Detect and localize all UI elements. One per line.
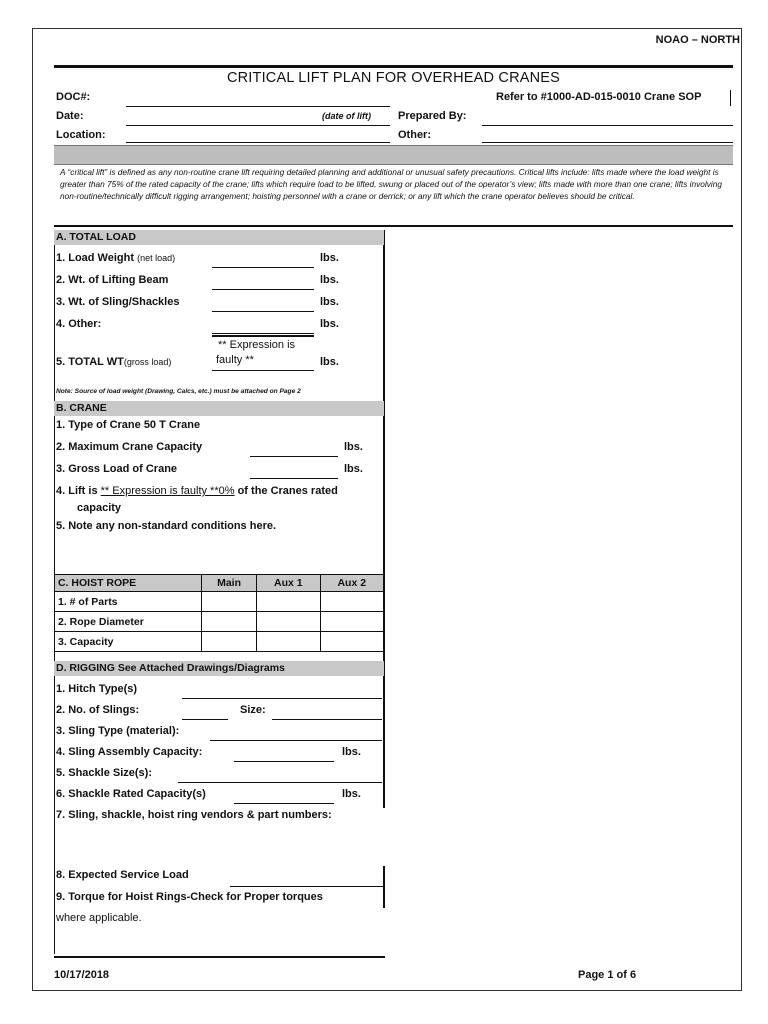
sling-type-field[interactable] xyxy=(210,740,382,741)
slings-count-field[interactable] xyxy=(182,719,228,720)
total-weight-label: 5. TOTAL WT xyxy=(56,356,124,368)
lift-plan-table xyxy=(54,230,384,954)
lift-percent-row xyxy=(56,485,338,497)
top-rule xyxy=(54,65,733,68)
expression-error-line2: faulty ** xyxy=(216,354,254,366)
prepared-by-label: Prepared By: xyxy=(398,110,467,122)
shackle-capacity-unit: lbs. xyxy=(342,788,361,800)
other-field[interactable] xyxy=(482,142,733,143)
divider xyxy=(730,90,731,106)
shackle-size-field[interactable] xyxy=(178,782,382,783)
max-capacity-unit: lbs. xyxy=(344,441,363,453)
sop-reference: Refer to #1000-AD-015-0010 Crane SOP xyxy=(496,91,702,103)
gross-load-field[interactable] xyxy=(250,478,338,479)
sling-size-label: Size: xyxy=(240,704,266,716)
total-weight-row xyxy=(56,356,171,368)
col-aux2: Aux 2 xyxy=(320,575,383,592)
date-field[interactable] xyxy=(126,125,390,126)
section-rule xyxy=(54,225,733,227)
sling-assembly-label: 4. Sling Assembly Capacity: xyxy=(56,746,203,758)
table-right-border xyxy=(383,230,385,808)
gray-separator xyxy=(54,145,733,165)
hitch-type-field[interactable] xyxy=(182,698,382,699)
lifting-beam-label: 2. Wt. of Lifting Beam xyxy=(56,274,169,286)
other-weight-unit: lbs. xyxy=(320,318,339,330)
diameter-aux2-cell[interactable] xyxy=(320,612,383,632)
load-weight-row xyxy=(56,252,175,264)
col-main: Main xyxy=(202,575,257,592)
non-standard-conditions: 5. Note any non-standard conditions here. xyxy=(56,520,277,532)
sling-assembly-field[interactable] xyxy=(234,761,334,762)
shackle-size-label: 5. Shackle Size(s): xyxy=(56,767,152,779)
load-source-note: Note: Source of load weight (Drawing, Calcs, etc.) must be attached on Page 2 xyxy=(56,388,301,395)
date-hint: (date of lift) xyxy=(322,111,371,121)
shackle-capacity-label: 6. Shackle Rated Capacity(s) xyxy=(56,788,206,800)
lifting-beam-unit: lbs. xyxy=(320,274,339,286)
page-number: Page 1 of 6 xyxy=(578,969,637,981)
total-weight-field[interactable] xyxy=(212,370,314,371)
gross-load-label: 3. Gross Load of Crane xyxy=(56,463,178,475)
vendors-label: 7. Sling, shackle, hoist ring vendors & part numbers: xyxy=(56,809,332,821)
sling-shackles-field[interactable] xyxy=(212,311,314,312)
capacity-aux2-cell[interactable] xyxy=(320,632,383,652)
parts-label: 1. # of Parts xyxy=(55,592,202,612)
sling-assembly-unit: lbs. xyxy=(342,746,361,758)
rope-capacity-label: 3. Capacity xyxy=(55,632,202,652)
section-crane: B. CRANE xyxy=(54,401,384,416)
sum-rule xyxy=(212,335,314,337)
crane-type: 1. Type of Crane 50 T Crane xyxy=(56,419,201,431)
service-load-label: 8. Expected Service Load xyxy=(56,869,189,881)
footer-date: 10/17/2018 xyxy=(54,969,110,981)
location-field[interactable] xyxy=(126,142,390,143)
sling-size-field[interactable] xyxy=(272,719,382,720)
doc-field[interactable] xyxy=(126,106,390,107)
net-load-hint: (net load) xyxy=(137,253,176,263)
capacity-main-cell[interactable] xyxy=(202,632,257,652)
torque-note: where applicable. xyxy=(56,912,142,924)
sling-shackles-unit: lbs. xyxy=(320,296,339,308)
rope-diameter-label: 2. Rope Diameter xyxy=(55,612,202,632)
sling-type-label: 3. Sling Type (material): xyxy=(56,725,180,737)
lift-percent-value: ** Expression is faulty **0% xyxy=(100,485,235,497)
section-hoist-rope: C. HOIST ROPE xyxy=(55,575,202,592)
critical-lift-definition: A “critical lift” is defined as any non-routine crane lift requiring detailed planning and additional or unusual safety precautions. Critical lifts include: lifts made where the load weight is greater than 75% of the rated capacity of the crane; lifts which require load to be lifted, swung or placed out of the operator’s view; lifts made with more than one crane; lifts involving non-routine/technically difficult rigging arrangement; hoisting personnel with a crane or derrick; or any lift which the crane operator believes should be critical. xyxy=(60,167,722,202)
load-weight-label: 1. Load Weight xyxy=(56,252,135,264)
table-right-border-lower xyxy=(383,866,385,908)
sling-shackles-label: 3. Wt. of Sling/Shackles xyxy=(56,296,180,308)
doc-label: DOC#: xyxy=(56,91,91,103)
rated-capacity-text: of the Cranes rated xyxy=(234,485,338,497)
max-capacity-label: 2. Maximum Crane Capacity xyxy=(56,441,203,453)
prepared-by-field[interactable] xyxy=(482,125,733,126)
diameter-aux1-cell[interactable] xyxy=(257,612,320,632)
location-label: Location: xyxy=(56,129,106,141)
max-capacity-field[interactable] xyxy=(250,456,338,457)
other-weight-label: 4. Other: xyxy=(56,318,102,330)
capacity-word: capacity xyxy=(77,502,122,514)
load-weight-unit: lbs. xyxy=(320,252,339,264)
service-load-field[interactable] xyxy=(230,886,384,887)
total-weight-unit: lbs. xyxy=(320,356,339,368)
other-label: Other: xyxy=(398,129,431,141)
parts-aux1-cell[interactable] xyxy=(257,592,320,612)
lifting-beam-field[interactable] xyxy=(212,289,314,290)
lift-is-label: 4. Lift is xyxy=(56,485,101,497)
form-title: CRITICAL LIFT PLAN FOR OVERHEAD CRANES xyxy=(226,70,561,86)
col-aux1: Aux 1 xyxy=(257,575,320,592)
diameter-main-cell[interactable] xyxy=(202,612,257,632)
capacity-aux1-cell[interactable] xyxy=(257,632,320,652)
hitch-type-label: 1. Hitch Type(s) xyxy=(56,683,138,695)
parts-aux2-cell[interactable] xyxy=(320,592,383,612)
org-header: NOAO – NORTH xyxy=(655,34,740,46)
expression-error-line1: ** Expression is xyxy=(218,339,296,351)
shackle-capacity-field[interactable] xyxy=(234,803,334,804)
other-weight-field[interactable] xyxy=(212,333,314,334)
date-label: Date: xyxy=(56,110,84,122)
parts-main-cell[interactable] xyxy=(202,592,257,612)
section-total-load: A. TOTAL LOAD xyxy=(54,230,384,245)
hoist-rope-table xyxy=(54,574,384,652)
section-rigging: D. RIGGING See Attached Drawings/Diagrams xyxy=(54,661,384,676)
table-bottom-border xyxy=(54,956,385,958)
gross-load-hint: (gross load) xyxy=(123,357,172,367)
slings-count-label: 2. No. of Slings: xyxy=(56,704,140,716)
gross-load-unit: lbs. xyxy=(344,463,363,475)
load-weight-field[interactable] xyxy=(212,267,314,268)
torque-label: 9. Torque for Hoist Rings-Check for Proper torques xyxy=(56,891,323,903)
